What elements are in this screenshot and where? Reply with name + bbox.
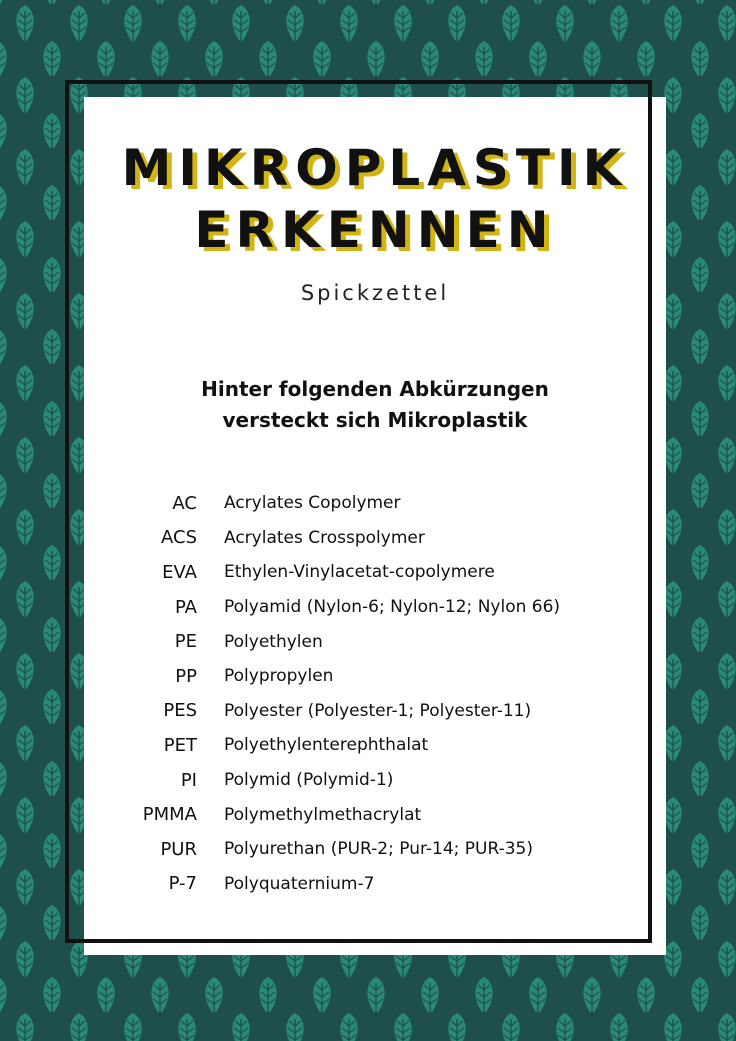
title-line-1: MIKROPLASTIK (121, 139, 629, 197)
list-item (110, 694, 650, 729)
list-item (110, 728, 650, 763)
abbreviation-list (110, 486, 650, 901)
list-item (110, 797, 650, 832)
subtitle: Spickzettel (300, 281, 450, 305)
abbreviation: PP (175, 665, 197, 687)
list-item (110, 763, 650, 798)
abbreviation: PMMA (142, 804, 197, 826)
polymer-name: Polyester (Polyester-1; Polyester-11) (224, 700, 532, 721)
abbreviation: P-7 (168, 873, 197, 895)
polymer-name: Polypropylen (224, 666, 334, 687)
polymer-name: Polymethylmethacrylat (224, 804, 422, 825)
polymer-name: Polyethylenterephthalat (224, 735, 429, 756)
list-item (110, 590, 650, 625)
heading-line-1: Hinter folgenden Abkürzungen (201, 377, 549, 401)
polymer-name: Polyquaternium-7 (224, 873, 375, 894)
abbreviation: AC (172, 492, 197, 514)
list-item (110, 832, 650, 867)
list-item (110, 521, 650, 556)
abbreviation: EVA (162, 561, 197, 583)
list-item (110, 486, 650, 521)
list-item (110, 555, 650, 590)
abbreviation: ACS (161, 527, 197, 549)
abbreviation: PE (174, 631, 197, 653)
abbreviation: PA (174, 596, 197, 618)
page-title (84, 137, 666, 261)
abbreviation: PET (163, 734, 197, 756)
polymer-name: Polyurethan (PUR-2; Pur-14; PUR-35) (224, 839, 533, 860)
heading-line-2: versteckt sich Mikroplastik (222, 408, 528, 432)
title-line-2: ERKENNEN (194, 201, 556, 259)
polymer-name: Acrylates Crosspolymer (224, 527, 425, 548)
abbreviation: PES (163, 700, 197, 722)
abbreviation: PUR (160, 838, 197, 860)
abbreviation: PI (180, 769, 197, 791)
polymer-name: Polymid (Polymid-1) (224, 770, 394, 791)
polymer-name: Polyamid (Nylon-6; Nylon-12; Nylon 66) (224, 597, 561, 618)
section-heading (84, 374, 666, 436)
polymer-name: Ethylen-Vinylacetat-copolymere (224, 562, 495, 583)
list-item (110, 659, 650, 694)
polymer-name: Polyethylen (224, 631, 323, 652)
polymer-name: Acrylates Copolymer (224, 493, 401, 514)
list-item (110, 867, 650, 902)
list-item (110, 624, 650, 659)
